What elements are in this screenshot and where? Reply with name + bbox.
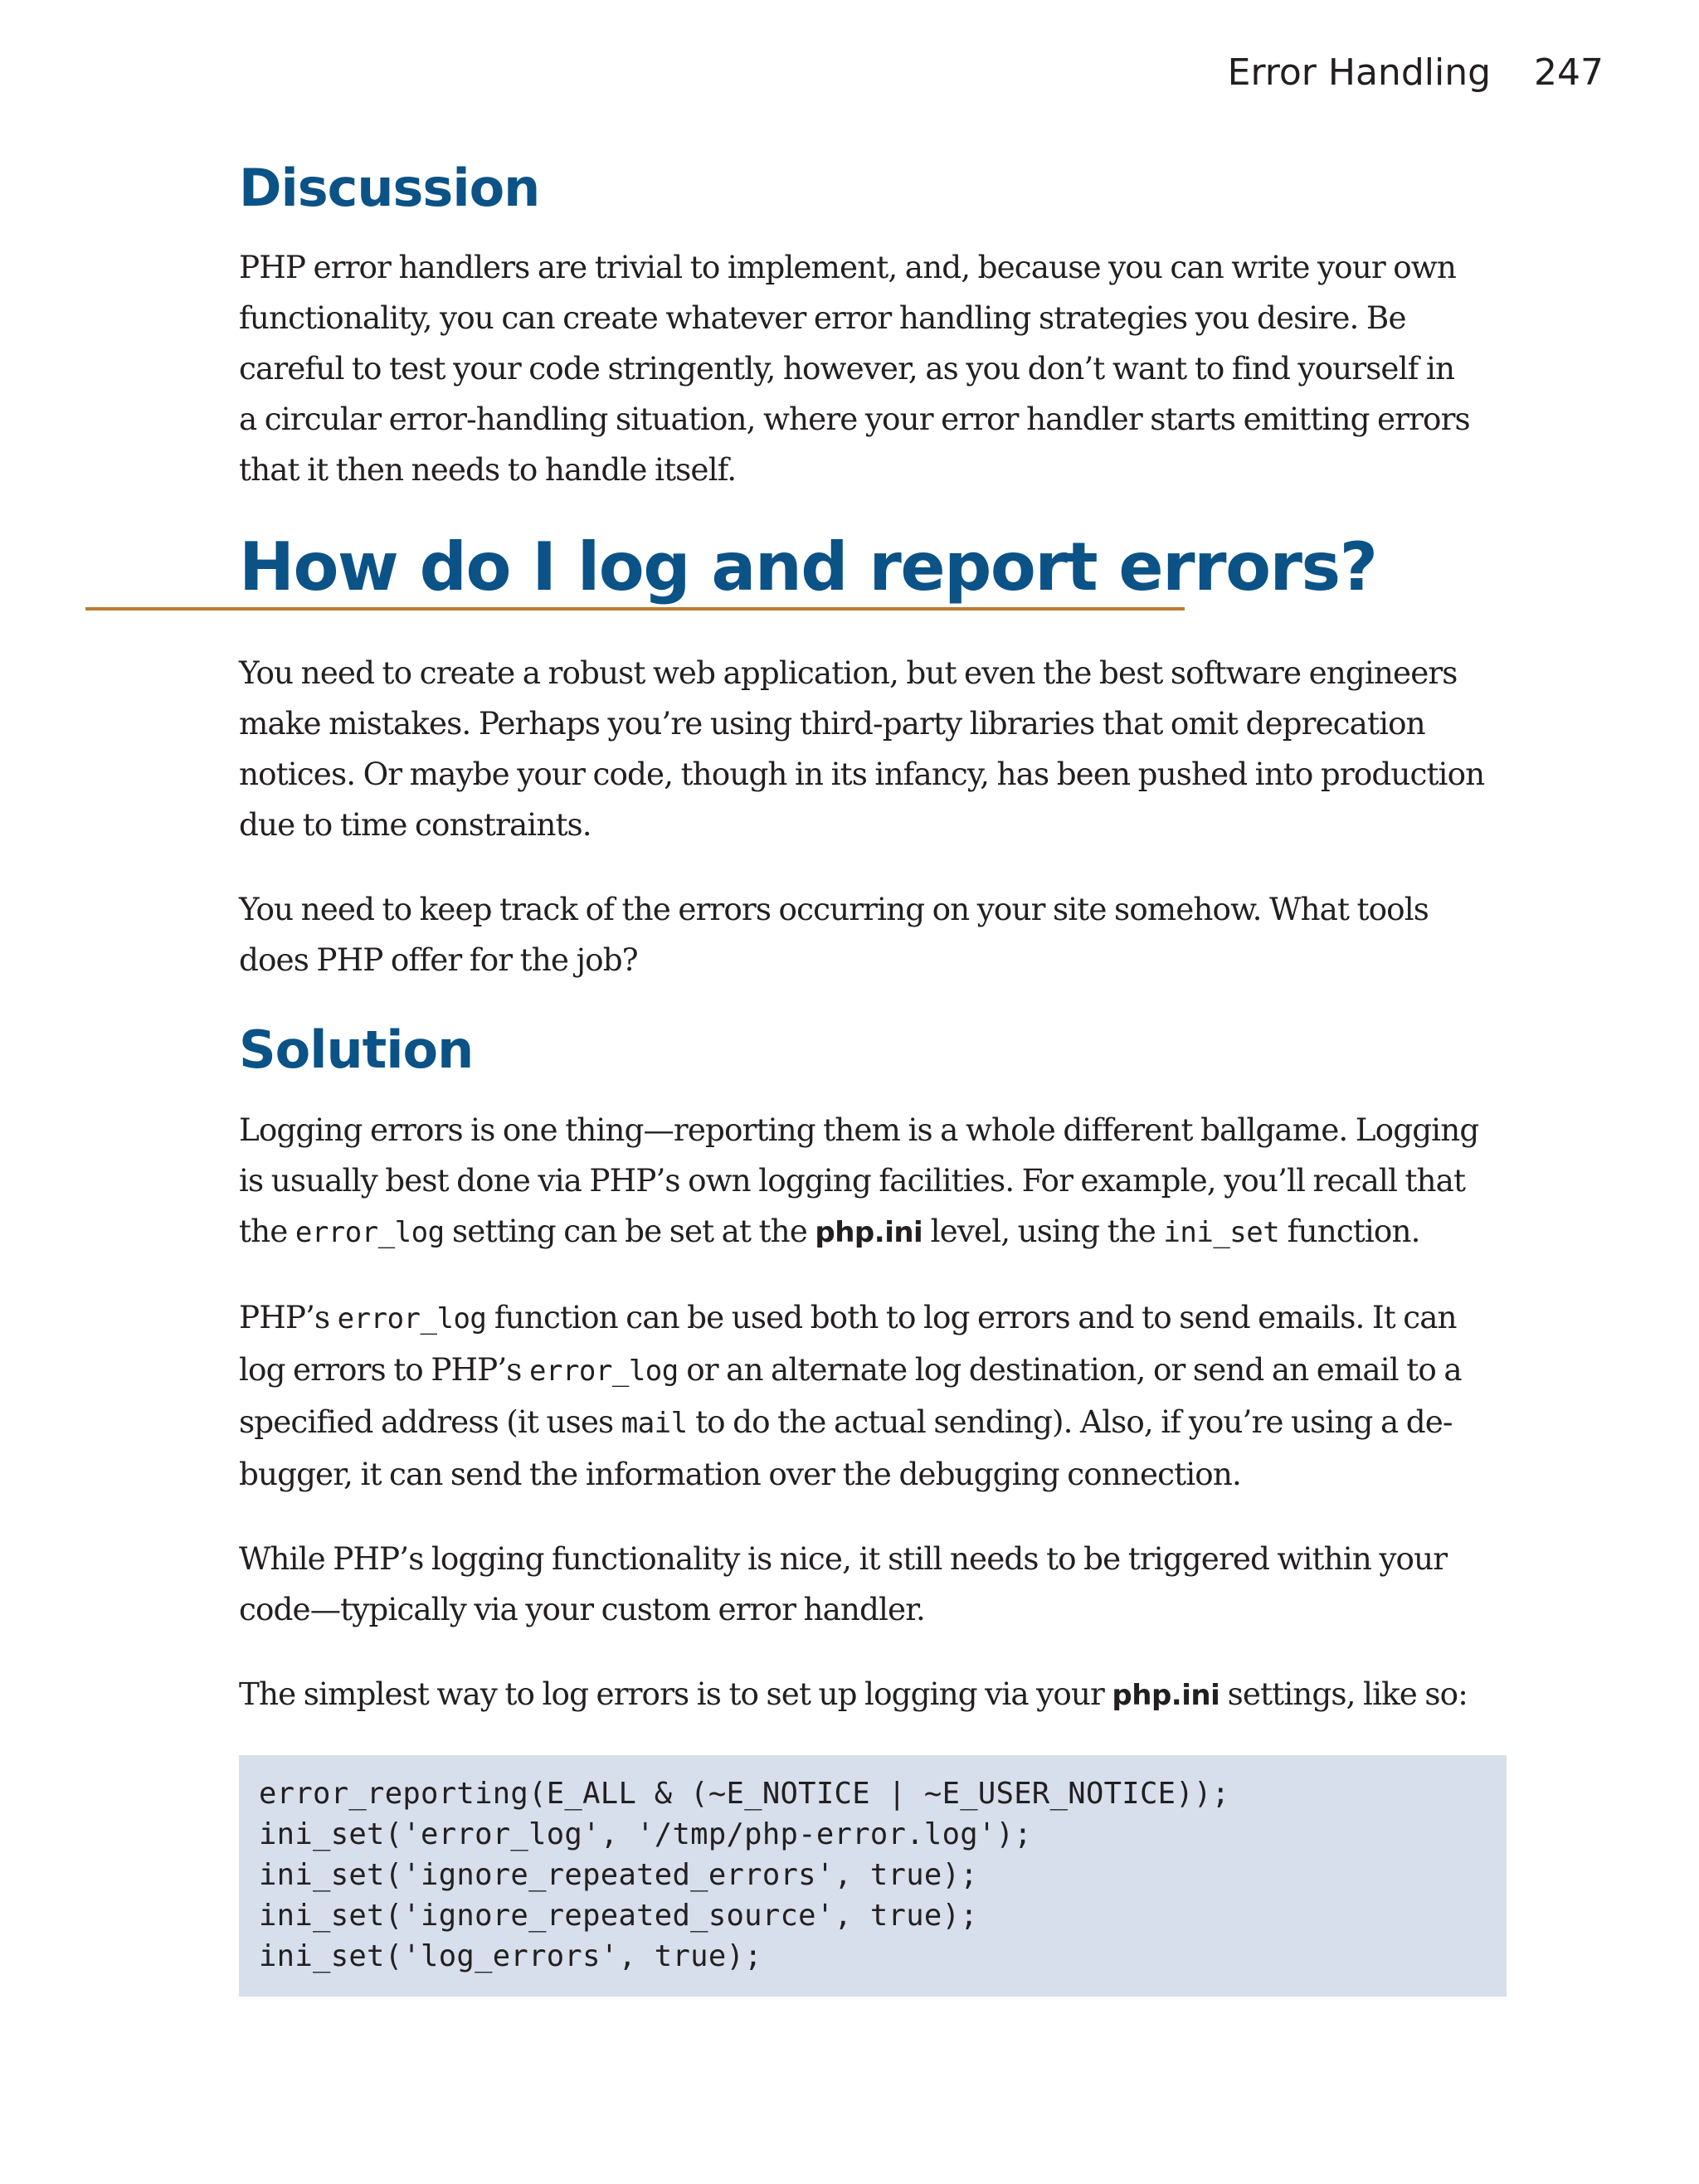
- page-number: 247: [1534, 51, 1604, 94]
- solution-heading: Solution: [239, 1019, 474, 1081]
- text-fragment: the: [239, 1212, 295, 1249]
- text-fragment: setting can be set at the: [444, 1212, 815, 1249]
- code-line: ini_set('ignore_repeated_errors', true);: [259, 1857, 978, 1892]
- code-block: [239, 1755, 1507, 1997]
- question-heading: [239, 529, 1507, 606]
- text-line: You need to keep track of the errors occurring on your site somehow. What tools: [239, 891, 1429, 928]
- text-fragment: to do the actual sending). Also, if you’re using a de-: [687, 1403, 1453, 1440]
- text-line: notices. Or maybe your code, though in its infancy, has been pushed into production: [239, 756, 1485, 793]
- text-fragment: function can be used both to log errors and to send emails. It can: [486, 1298, 1457, 1335]
- text-line: a circular error-handling situation, where your error handler starts emitting errors: [239, 401, 1470, 438]
- problem-paragraph: [239, 648, 1507, 850]
- filename: php.ini: [1112, 1678, 1220, 1712]
- text-line: is usually best done via PHP’s own logging facilities. For example, you’ll recall that: [239, 1161, 1466, 1199]
- inline-code: mail: [621, 1406, 688, 1440]
- code-line: ini_set('error_log', '/tmp/php-error.log');: [259, 1817, 1032, 1851]
- inline-code: error_log: [337, 1301, 487, 1335]
- text-line: that it then needs to handle itself.: [239, 451, 737, 489]
- inline-code: error_log: [529, 1354, 679, 1388]
- question-heading-text: How do I log and report errors?: [239, 528, 1377, 606]
- text-line: functionality, you can create whatever error handling strategies you desire. Be: [239, 299, 1406, 337]
- discussion-paragraph: [239, 242, 1507, 495]
- inline-code: ini_set: [1163, 1215, 1280, 1249]
- code-line: ini_set('log_errors', true);: [259, 1938, 762, 1973]
- text-fragment: settings, like so:: [1219, 1675, 1468, 1712]
- text-line: Logging errors is one thing—reporting them is a whole different ballgame. Logging: [239, 1111, 1479, 1148]
- solution-paragraph-2: [239, 1292, 1507, 1500]
- text-line: does PHP offer for the job?: [239, 941, 638, 979]
- text-fragment: The simplest way to log errors is to set up logging via your: [239, 1675, 1112, 1712]
- text-fragment: PHP’s: [239, 1298, 338, 1335]
- running-header: [1228, 51, 1604, 94]
- chapter-title: Error Handling: [1227, 51, 1492, 94]
- code-line: ini_set('ignore_repeated_source', true);: [259, 1898, 978, 1933]
- code-line: error_reporting(E_ALL & (~E_NOTICE | ~E_USER_NOTICE));: [259, 1776, 1230, 1811]
- text-fragment: level, using the: [923, 1212, 1164, 1249]
- text-line: due to time constraints.: [239, 806, 591, 844]
- problem-paragraph-2: [239, 884, 1507, 985]
- text-line: You need to create a robust web application, but even the best software engineers: [239, 654, 1458, 692]
- solution-paragraph-1: [239, 1105, 1507, 1258]
- solution-paragraph-4: [239, 1669, 1507, 1721]
- text-fragment: specified address (it uses: [239, 1403, 621, 1440]
- text-fragment: log errors to PHP’s: [239, 1350, 529, 1388]
- inline-code: error_log: [295, 1215, 445, 1249]
- page-content: [239, 158, 1507, 1997]
- text-line: PHP error handlers are trivial to implement, and, because you can write your own: [239, 249, 1456, 286]
- text-line: bugger, it can send the information over the debugging connection.: [239, 1455, 1241, 1492]
- filename: php.ini: [815, 1215, 923, 1249]
- text-line: make mistakes. Perhaps you’re using third-party libraries that omit deprecation: [239, 705, 1425, 742]
- text-fragment: function.: [1279, 1212, 1420, 1249]
- text-line: careful to test your code stringently, however, as you don’t want to find yourself in: [239, 350, 1455, 387]
- text-fragment: or an alternate log destination, or send an email to a: [678, 1350, 1462, 1388]
- text-line: While PHP’s logging functionality is nice, it still needs to be triggered within your: [239, 1540, 1448, 1577]
- text-line: code—typically via your custom error handler.: [239, 1590, 926, 1627]
- discussion-heading: Discussion: [239, 158, 540, 218]
- heading-rule: [85, 607, 1185, 610]
- solution-paragraph-3: [239, 1534, 1507, 1635]
